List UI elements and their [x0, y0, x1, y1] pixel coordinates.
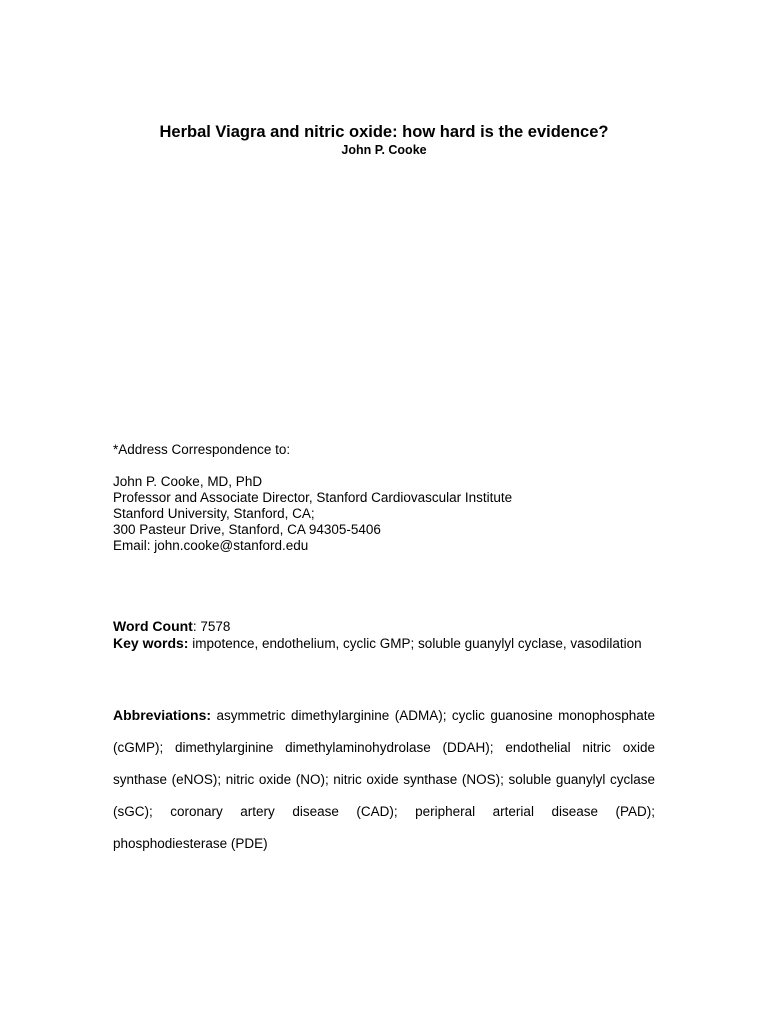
correspondence-address: 300 Pasteur Drive, Stanford, CA 94305-5406 [113, 522, 381, 537]
keywords-value: impotence, endothelium, cyclic GMP; soluble guanylyl cyclase, vasodilation [188, 636, 642, 651]
metadata-block [113, 618, 658, 652]
keywords-row [113, 635, 658, 652]
correspondence-email: Email: john.cooke@stanford.edu [113, 538, 309, 553]
correspondence-heading: *Address Correspondence to: [113, 442, 291, 457]
abbreviations-paragraph [113, 699, 655, 860]
correspondence-position: Professor and Associate Director, Stanford Cardiovascular Institute [113, 490, 513, 505]
abbreviations-label: Abbreviations: [113, 707, 212, 723]
word-count-row [113, 618, 658, 635]
abbreviations-text: asymmetric dimethylarginine (ADMA); cyclic guanosine monophosphate (cGMP); dimethylarginine dimethylaminohydrolase (DDAH); endothelial nitric oxide synthase (eNOS); nitric oxide (NO); nitric oxide synthase (NOS); soluble guanylyl cyclase (sGC); coronary artery disease (CAD); peripheral arterial disease (PAD); phosphodiesterase (PDE) [113, 708, 655, 851]
word-count-label: Word Count [113, 618, 193, 634]
correspondence-institution: Stanford University, Stanford, CA; [113, 506, 315, 521]
correspondence-name: John P. Cooke, MD, PhD [113, 474, 263, 489]
keywords-label: Key words: [113, 635, 189, 651]
word-count-value: : 7578 [192, 619, 231, 634]
blank-line [113, 458, 673, 474]
correspondence-block [113, 442, 673, 554]
paper-author: John P. Cooke [341, 143, 427, 157]
paper-title: Herbal Viagra and nitric oxide: how hard is the evidence? [159, 123, 609, 141]
